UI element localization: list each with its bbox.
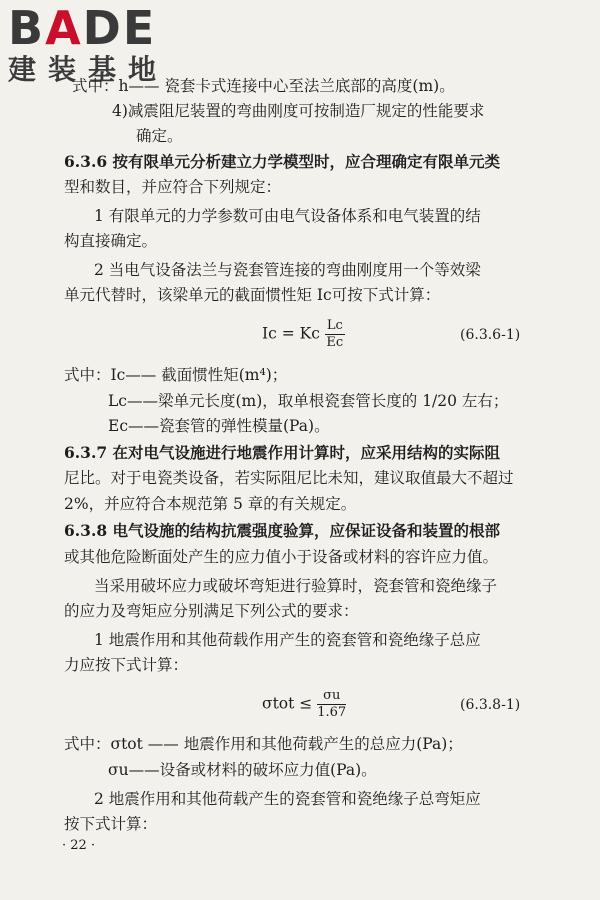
- text-line: 构直接确定。: [64, 232, 158, 250]
- text-line: 2 地震作用和其他荷载产生的瓷套管和瓷绝缘子总弯矩应: [94, 790, 481, 808]
- text-line: 型和数目，并应符合下列规定：: [64, 178, 282, 196]
- text-line: 2 当电气设备法兰与瓷套管连接的弯曲刚度用一个等效梁: [94, 261, 481, 279]
- text-line: 式中：h—— 瓷套卡式连接中心至法兰底部的高度(m)。: [72, 77, 455, 95]
- clause-6-3-6: 6.3.6 按有限单元分析建立力学模型时，应合理确定有限单元类: [64, 152, 501, 171]
- text-line: 尼比。对于电瓷类设备，若实际阻尼比未知，建议取值最大不超过: [64, 469, 514, 487]
- text-line: 1 地震作用和其他荷载作用产生的瓷套管和瓷绝缘子总应: [94, 631, 481, 649]
- text-line: 式中：Ic—— 截面惯性矩(m⁴)；: [64, 366, 288, 384]
- text-line: 力应按下式计算：: [64, 656, 189, 674]
- page-number: · 22 ·: [62, 838, 96, 853]
- text-line: 1 有限单元的力学参数可由电气设备体系和电气装置的结: [94, 207, 481, 225]
- logo-subtitle: 建装基地: [8, 53, 169, 86]
- text-line: 确定。: [136, 127, 183, 145]
- equation-number: (6.3.8-1): [460, 697, 521, 713]
- text-line: 2%，并应符合本规范第 5 章的有关规定。: [64, 495, 357, 513]
- text-line: 4)减震阻尼装置的弯曲刚度可按制造厂规定的性能要求: [112, 102, 485, 120]
- text-line: Ec——瓷套管的弹性模量(Pa)。: [108, 417, 330, 435]
- clause-6-3-7: 6.3.7 在对电气设施进行地震作用计算时，应采用结构的实际阻: [64, 443, 501, 462]
- text-line: Lc——梁单元长度(m)，取单根瓷套管长度的 1/20 左右；: [108, 392, 509, 410]
- text-line: σu——设备或材料的破坏应力值(Pa)。: [108, 761, 377, 779]
- equation-6-3-6-1: Ic = Kc $\frac{Lc}{Ec}$: [262, 318, 344, 350]
- text-line: 单元代替时，该梁单元的截面惯性矩 Ic可按下式计算：: [64, 286, 441, 304]
- text-line: 式中：σtot —— 地震作用和其他荷载产生的总应力(Pa)；: [64, 735, 463, 753]
- clause-6-3-8: 6.3.8 电气设施的结构抗震强度验算，应保证设备和装置的根部: [64, 521, 501, 540]
- logo-wordmark: BADE: [8, 1, 157, 55]
- text-line: 按下式计算：: [64, 815, 158, 833]
- text-line: 或其他危险断面处产生的应力值小于设备或材料的容许应力值。: [64, 548, 499, 566]
- equation-6-3-8-1: σtot ≤ $\frac{\sigma u}{1.67}$: [262, 688, 347, 720]
- text-line: 当采用破坏应力或破坏弯矩进行验算时，瓷套管和瓷绝缘子: [94, 577, 498, 595]
- equation-number: (6.3.6-1): [460, 327, 521, 343]
- bade-logo: [8, 1, 169, 86]
- text-line: 的应力及弯矩应分别满足下列公式的要求：: [64, 602, 359, 620]
